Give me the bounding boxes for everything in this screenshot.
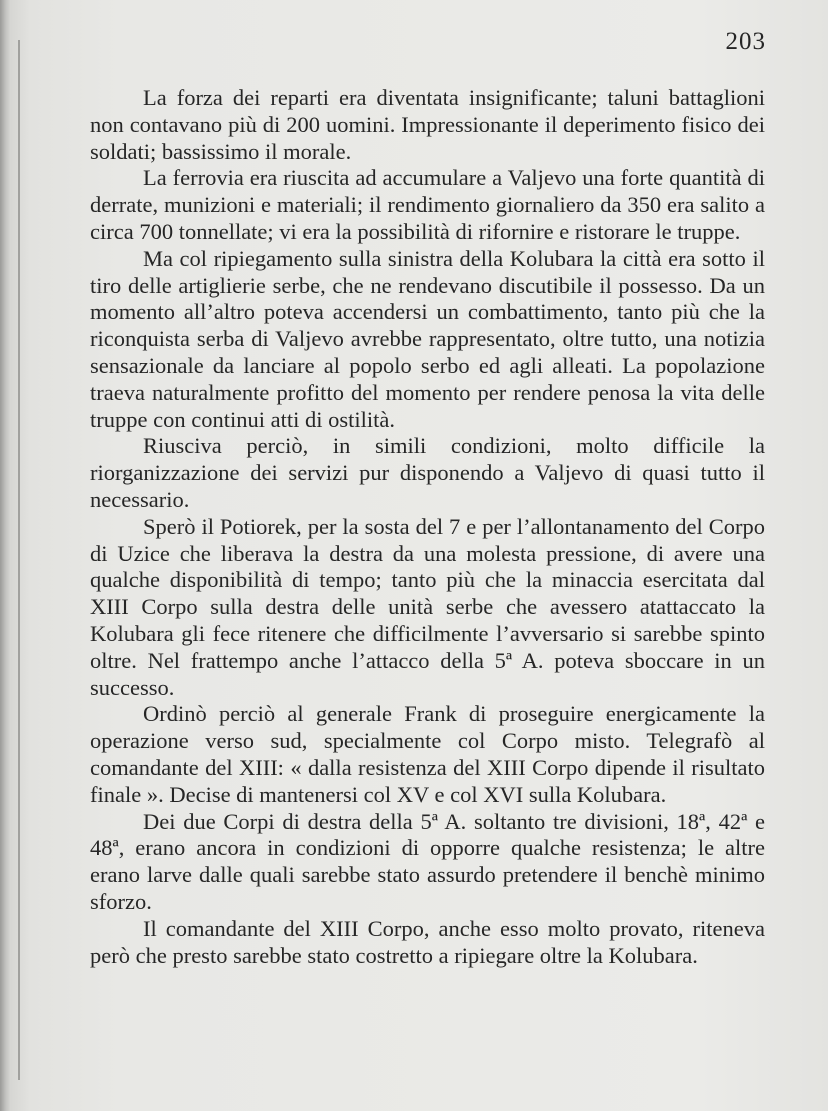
paragraph-6: Ordinò perciò al generale Frank di proseguire energicamente la operazione verso sud, specialmente col Corpo misto. Telegrafò al comandante del XIII: « dalla resistenza del XIII Corpo dipende il risultato finale ». Decise di mantenersi col XV e col XVI sulla Kolubara. <box>90 701 765 807</box>
page-edge-line <box>18 40 20 1080</box>
body-text <box>90 85 765 969</box>
paragraph-4: Riusciva perciò, in simili condizioni, molto difficile la riorganizzazione dei servizi pur disponendo a Valjevo di quasi tutto il necessario. <box>90 433 765 512</box>
paragraph-3: Ma col ripiegamento sulla sinistra della Kolubara la città era sotto il tiro delle artiglierie serbe, che ne rendevano discutibile il possesso. Da un momento all’altro poteva accendersi un combattimento, tanto più che la riconquista serba di Valjevo avrebbe rappresentato, oltre tutto, una notizia sensazionale da lanciare al popolo serbo ed agli alleati. La popolazione traeva naturalmente profitto del momento per rendere penosa la vita delle truppe con continui atti di ostilità. <box>90 245 765 432</box>
paragraph-2: La ferrovia era riuscita ad accumulare a Valjevo una forte quantità di derrate, munizioni e materiali; il rendimento giornaliero da 350 era salito a circa 700 tonnellate; vi era la possibilità di rifornire e ristorare le truppe. <box>90 165 765 244</box>
paragraph-1: La forza dei reparti era diventata insignificante; taluni battaglioni non contavano più di 200 uomini. Impressionante il deperimento fisico dei soldati; bassissimo il morale. <box>90 85 765 164</box>
book-spine-shadow <box>0 0 10 1111</box>
paragraph-7: Dei due Corpi di destra della 5ª A. soltanto tre divisioni, 18ª, 42ª e 48ª, erano ancora in condizioni di opporre qualche resistenza; le altre erano larve dalle quali sarebbe stato assurdo pretendere il benchè minimo sforzo. <box>90 808 765 914</box>
page-number: 203 <box>725 28 766 55</box>
paragraph-8: Il comandante del XIII Corpo, anche esso molto provato, riteneva però che presto sarebbe stato costretto a ripiegare oltre la Kolubara. <box>90 915 765 968</box>
paragraph-5: Sperò il Potiorek, per la sosta del 7 e per l’allontanamento del Corpo di Uzice che liberava la destra da una molesta pressione, di avere una qualche disponibilità di tempo; tanto più che la minaccia esercitata dal XIII Corpo sulla destra delle unità serbe che avessero atattaccato la Kolubara gli fece ritenere che difficilmente l’avversario si sarebbe spinto oltre. Nel frattempo anche l’attacco della 5ª A. poteva sboccare in un successo. <box>90 513 765 700</box>
